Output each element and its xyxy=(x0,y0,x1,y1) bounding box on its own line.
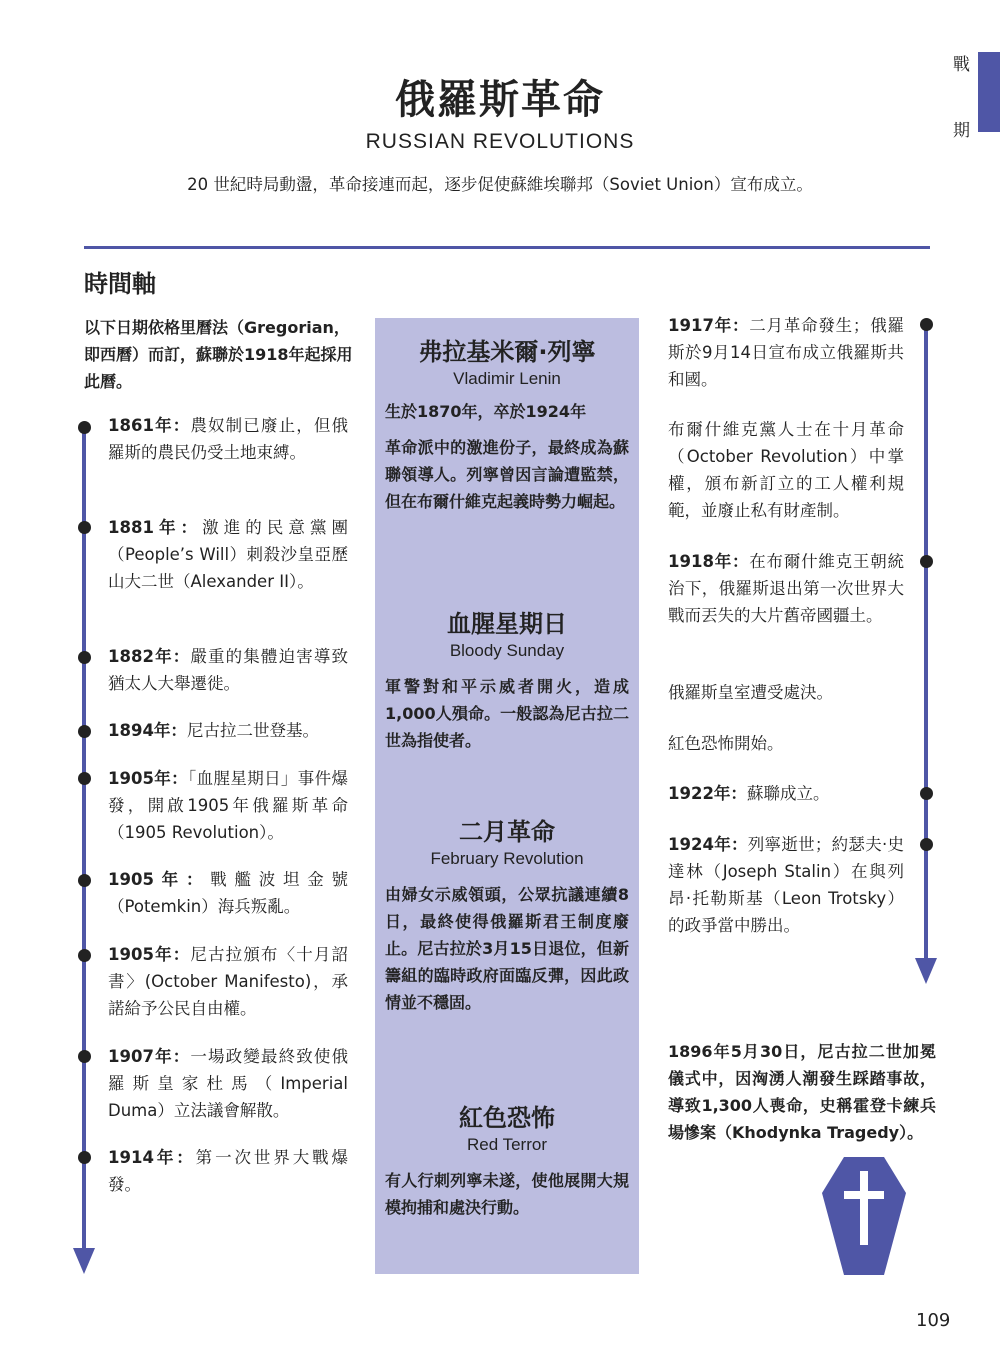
february-revolution-box xyxy=(385,812,629,1016)
timeline-event: 1882年：嚴重的集體迫害導致猶太人大舉遷徙。 xyxy=(108,647,348,693)
timeline-event: 1907年：一場政變最終致使俄羅斯皇家杜馬（Imperial Duma）立法議會解散。 xyxy=(108,1047,348,1120)
timeline-event: 1922年：蘇聯成立。 xyxy=(668,784,830,803)
timeline-dot xyxy=(920,787,933,800)
february-subtitle: February Revolution xyxy=(430,849,584,868)
section-heading: 時間軸 xyxy=(84,270,156,298)
timeline-dot xyxy=(920,555,933,568)
lenin-subtitle: Vladimir Lenin xyxy=(453,369,561,388)
timeline-event: 俄羅斯皇室遭受處決。 xyxy=(668,683,833,702)
timeline-event: 1881年：激進的民意黨團（People’s Will）刺殺沙皇亞歷山大二世（Alexander II）。 xyxy=(108,518,348,591)
page-subtitle: RUSSIAN REVOLUTIONS xyxy=(365,130,635,153)
left-timeline-arrow-icon xyxy=(73,1248,95,1274)
bloody-sunday-subtitle: Bloody Sunday xyxy=(449,641,565,660)
coffin-cross-icon xyxy=(822,1157,906,1279)
timeline-event: 1894年：尼古拉二世登基。 xyxy=(108,721,319,740)
timeline-event: 紅色恐怖開始。 xyxy=(668,734,784,753)
timeline-dot xyxy=(78,725,91,738)
chapter-label-2: 期 xyxy=(953,121,970,141)
timeline-dot xyxy=(78,651,91,664)
page-title: 俄羅斯革命 xyxy=(395,77,605,123)
timeline-event: 1924年：列寧逝世；約瑟夫·史達林（Joseph Stalin）在與列昂·托勒斯基（Leon Trotsky）的政爭當中勝出。 xyxy=(668,835,904,935)
divider xyxy=(84,246,930,249)
timeline-event: 1914年：第一次世界大戰爆發。 xyxy=(108,1148,348,1194)
timeline-event: 1905年：「血腥星期日」事件爆發，開啟1905年俄羅斯革命（1905 Revolution）。 xyxy=(108,769,348,842)
timeline-event: 1905年：戰艦波坦金號（Potemkin）海兵叛亂。 xyxy=(108,870,348,916)
red-terror-text: 有人行刺列寧未遂，使他展開大規模拘捕和處決行動。 xyxy=(385,1171,629,1217)
right-timeline-arrow-icon xyxy=(915,958,937,984)
timeline-dot xyxy=(920,318,933,331)
lenin-dates: 生於1870年，卒於1924年 xyxy=(385,402,587,421)
right-timeline-line xyxy=(924,324,928,964)
february-title: 二月革命 xyxy=(459,818,555,846)
feature-panel xyxy=(375,318,639,1274)
timeline-dot xyxy=(78,1050,91,1063)
left-timeline-line xyxy=(82,428,86,1250)
red-terror-title: 紅色恐怖 xyxy=(459,1104,555,1132)
intro-text: 20 世紀時局動盪，革命接連而起，逐步促使蘇維埃聯邦（Soviet Union）宣布成立。 xyxy=(187,175,813,194)
timeline-event: 1861年：農奴制已廢止，但俄羅斯的農民仍受土地束縛。 xyxy=(108,416,348,462)
timeline-dot xyxy=(78,521,91,534)
lenin-text: 革命派中的激進份子，最終成為蘇聯領導人。列寧曾因言論遭監禁，但在布爾什維克起義時勢力崛起。 xyxy=(385,438,629,511)
timeline-dot xyxy=(78,874,91,887)
calendar-note: 以下日期依格里曆法（Gregorian，即西曆）而訂，蘇聯於1918年起採用此曆。 xyxy=(84,318,353,391)
red-terror-box xyxy=(385,1098,629,1221)
page-number: 109 xyxy=(916,1310,951,1331)
timeline-event: 1917年：二月革命發生；俄羅斯於9月14日宣布成立俄羅斯共和國。 xyxy=(668,316,904,389)
timeline-event: 1918年：在布爾什維克王朝統治下，俄羅斯退出第一次世界大戰而丟失的大片舊帝國疆土。 xyxy=(668,552,904,625)
khodynka-note: 1896年5月30日，尼古拉二世加冕儀式中，因洶湧人潮發生踩踏事故，導致1,300人喪命，史稱霍登卡練兵場慘案（Khodynka Tragedy）。 xyxy=(668,1042,936,1142)
february-text: 由婦女示威領頭，公眾抗議連續8日，最終使得俄羅斯君王制度廢止。尼古拉於3月15日退位，但新籌組的臨時政府面臨反彈，因此政情並不穩固。 xyxy=(385,885,629,1012)
chapter-label-1: 戰 xyxy=(953,55,970,75)
bloody-sunday-text: 軍警對和平示威者開火，造成1,000人殞命。一般認為尼古拉二世為指使者。 xyxy=(385,677,629,750)
lenin-box xyxy=(385,332,629,515)
timeline-event: 布爾什維克黨人士在十月革命（October Revolution）中掌權，頒布新訂立的工人權利規範，並廢止私有財產制。 xyxy=(668,420,904,520)
bloody-sunday-box xyxy=(385,604,629,754)
timeline-dot xyxy=(78,1151,91,1164)
timeline-dot xyxy=(78,949,91,962)
timeline-dot xyxy=(78,772,91,785)
timeline-dot xyxy=(78,421,91,434)
bloody-sunday-title: 血腥星期日 xyxy=(447,610,567,638)
timeline-event: 1905年：尼古拉頒布〈十月詔書〉(October Manifesto)，承諾給予公民自由權。 xyxy=(108,945,348,1018)
red-terror-subtitle: Red Terror xyxy=(467,1135,547,1154)
timeline-dot xyxy=(920,838,933,851)
lenin-title: 弗拉基米爾·列寧 xyxy=(418,338,596,366)
